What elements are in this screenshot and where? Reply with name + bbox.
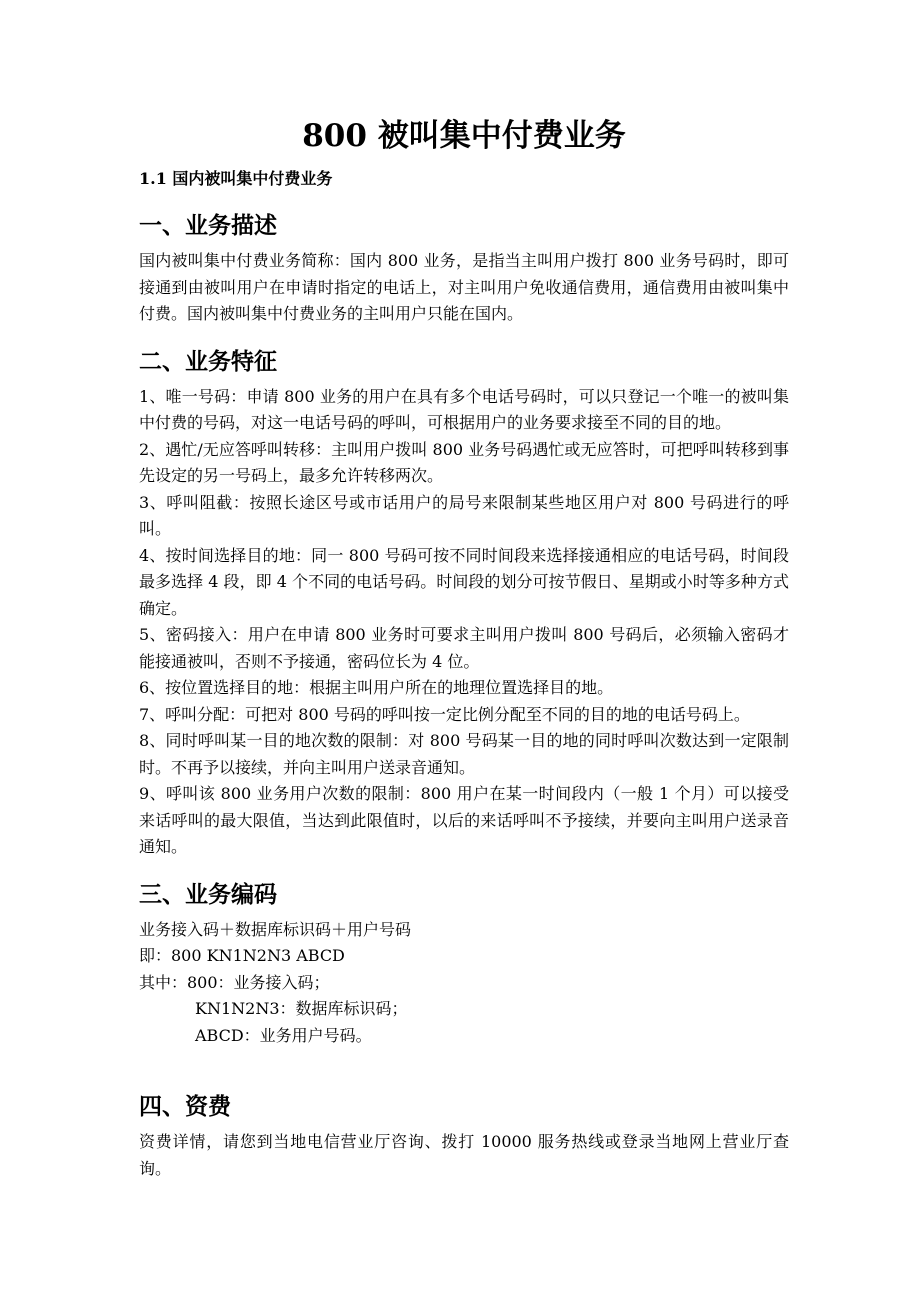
coding-example: 即：800 KN1N2N3 ABCD bbox=[139, 946, 345, 965]
paragraph: 资费详情，请您到当地电信营业厅咨询、拨打 10000 服务热线或登录当地网上营业厅查询。 bbox=[139, 1132, 789, 1178]
feature-item: 2、遇忙/无应答呼叫转移：主叫用户拨叫 800 业务号码遇忙或无应答时，可把呼叫转移到事先设定的另一号码上，最多允许转移两次。 bbox=[139, 439, 789, 485]
feature-item: 8、同时呼叫某一目的地次数的限制：对 800 号码某一目的地的同时呼叫次数达到一定限制时。不再予以接续，并向主叫用户送录音通知。 bbox=[139, 731, 789, 777]
feature-item: 5、密码接入：用户在申请 800 业务时可要求主叫用户拨叫 800 号码后，必须输入密码才能接通被叫，否则不予接通，密码位长为 4 位。 bbox=[139, 625, 789, 671]
coding-explanation: KN1N2N3：数据库标识码； bbox=[195, 999, 408, 1018]
spacer bbox=[139, 1067, 789, 1091]
document-title: 800 被叫集中付费业务 bbox=[302, 118, 626, 154]
section-heading: 一、业务描述 bbox=[139, 212, 277, 239]
feature-item: 9、呼叫该 800 业务用户次数的限制：800 用户在某一时间段内（一般 1 个月）可以接受来话呼叫的最大限值，当达到此限值时，以后的来话呼叫不予接续，并要向主叫用户送录音通知。 bbox=[139, 784, 789, 856]
feature-item: 6、按位置选择目的地：根据主叫用户所在的地理位置选择目的地。 bbox=[139, 678, 614, 697]
feature-item: 1、唯一号码：申请 800 业务的用户在具有多个电话号码时，可以只登记一个唯一的被叫集中付费的号码，对这一电话号码的呼叫，可根据用户的业务要求接至不同的目的地。 bbox=[139, 386, 789, 432]
section-coding bbox=[139, 879, 789, 1050]
feature-item: 4、按时间选择目的地：同一 800 号码可按不同时间段来选择接通相应的电话号码，时间段最多选择 4 段，即 4 个不同的电话号码。时间段的划分可按节假日、星期或小时等多种方式确定。 bbox=[139, 545, 789, 618]
document-subtitle: 1.1 国内被叫集中付费业务 bbox=[139, 169, 333, 188]
coding-explanation: ABCD：业务用户号码。 bbox=[195, 1025, 372, 1045]
section-heading: 四、资费 bbox=[139, 1093, 231, 1120]
document-page bbox=[139, 112, 789, 1182]
section-heading: 三、业务编码 bbox=[139, 880, 277, 908]
section-features bbox=[139, 346, 789, 861]
coding-format: 业务接入码＋数据库标识码＋用户号码 bbox=[139, 919, 412, 939]
section-heading: 二、业务特征 bbox=[139, 347, 277, 375]
feature-item: 7、呼叫分配：可把对 800 号码的呼叫按一定比例分配至不同的目的地的电话号码上。 bbox=[139, 704, 750, 724]
section-description bbox=[139, 210, 789, 328]
paragraph: 国内被叫集中付费业务简称：国内 800 业务，是指当主叫用户拨打 800 业务号码时，即可接通到由被叫用户在申请时指定的电话上，对主叫用户免收通信费用，通信费用由被叫集中付费。国内被叫集中付费业务的主叫用户只能在国内。 bbox=[139, 251, 789, 323]
section-fees bbox=[139, 1091, 789, 1182]
feature-item: 3、呼叫阻截：按照长途区号或市话用户的局号来限制某些地区用户对 800 号码进行的呼叫。 bbox=[139, 492, 789, 538]
coding-explanation: 其中：800：业务接入码； bbox=[139, 972, 330, 992]
